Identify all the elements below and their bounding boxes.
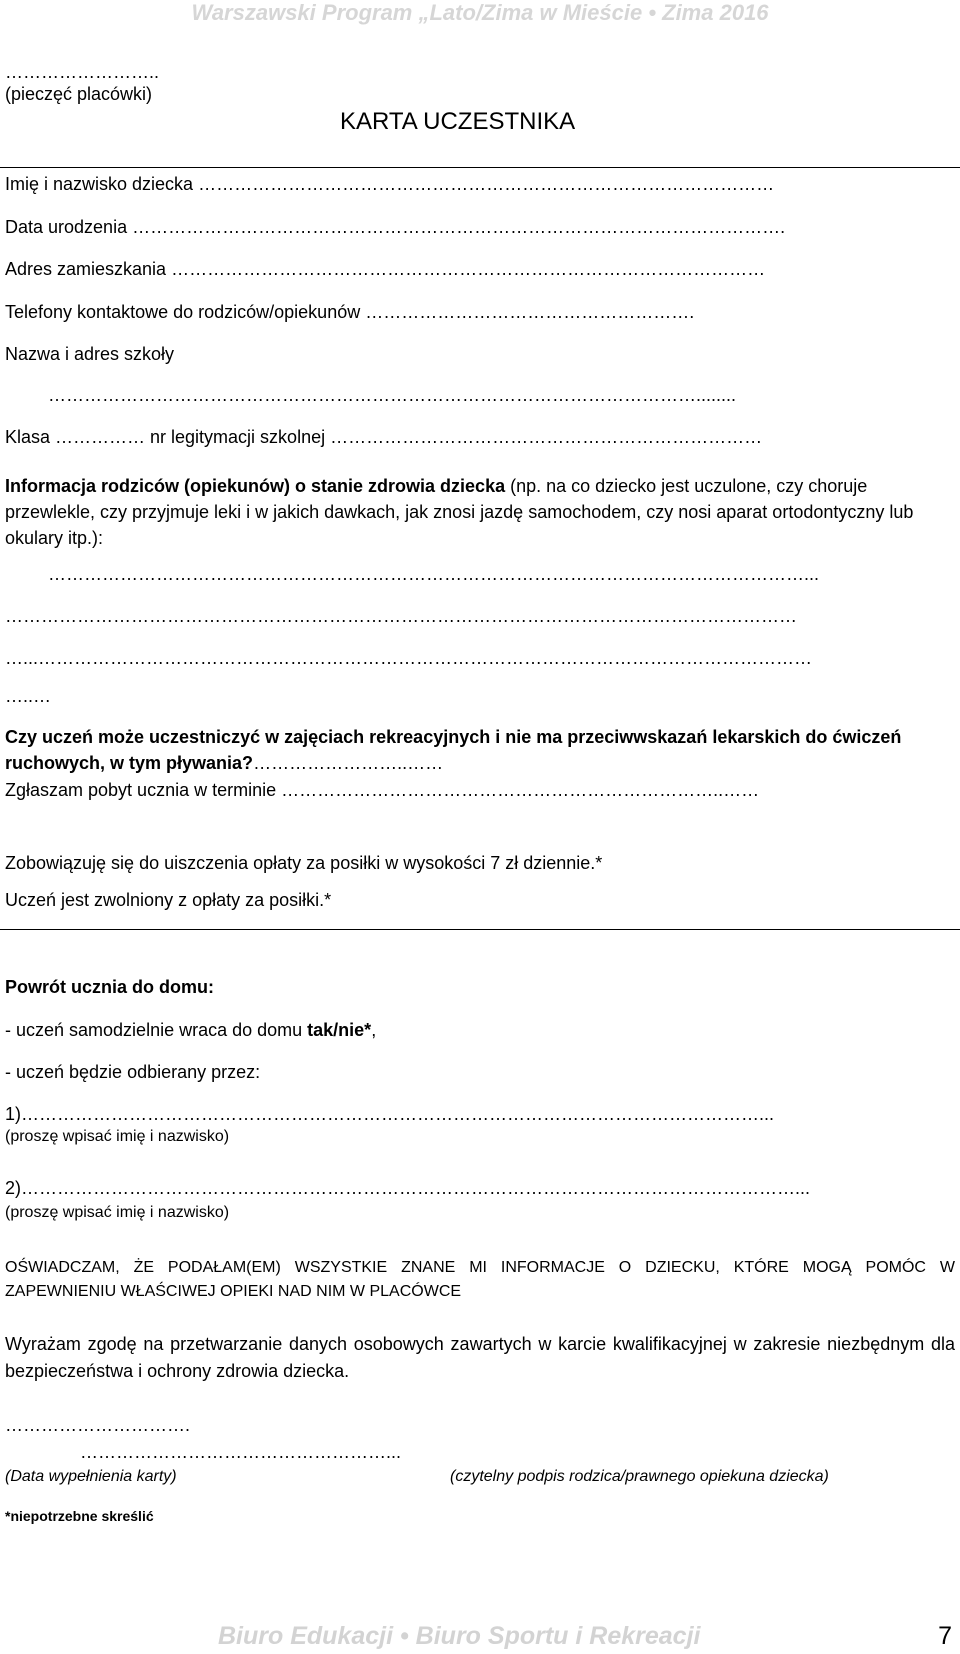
address-field: Adres zamieszkania ………………………………………………………………………………………	[5, 259, 766, 279]
child-name-field: Imię i nazwisko dziecka ……………………………………………………………………………………	[5, 174, 775, 194]
date-label: (Data wypełnienia karty)	[5, 1468, 177, 1485]
consent-statement: Wyrażam zgodę na przetwarzanie danych osobowych zawartych w karcie kwalifikacyjnej w zakresie niezbędnym dla bezpieczeństwa i ochrony zdrowia dziecka.	[5, 1334, 955, 1381]
health-line-2: ……………………………………………………………………………………………………………………	[5, 606, 797, 626]
return-self-text: - uczeń samodzielnie wraca do domu	[5, 1020, 308, 1040]
footnote: *niepotrzebne skreślić	[5, 1508, 154, 1524]
pickup-person-1-hint: (proszę wpisać imię i nazwisko)	[5, 1128, 230, 1145]
stay-period-field: Zgłaszam pobyt ucznia w terminie ………………………………………………………………..……	[5, 780, 760, 800]
meal-fee-statement: Zobowiązuję się do uiszczenia opłaty za posiłki w wysokości 7 zł dziennie.*	[5, 853, 603, 873]
footer-text: Biuro Edukacji • Biuro Sportu i Rekreacji	[218, 1622, 701, 1650]
divider-top	[0, 167, 960, 168]
activities-dots: ……………………..……	[253, 753, 444, 773]
return-self-choice: tak/nie*	[307, 1020, 372, 1040]
school-dots: ………………………………………………………………………………………………........	[48, 385, 737, 405]
return-self-option	[5, 1020, 376, 1041]
pickup-person-2: 2)…………………………………………………………………………………………………………………...	[5, 1178, 811, 1198]
divider-middle	[0, 929, 960, 930]
stamp-label: (pieczęć placówki)	[5, 84, 153, 104]
program-header: Warszawski Program „Lato/Zima w Mieście • Zima 2016	[191, 0, 769, 25]
health-info	[5, 473, 955, 551]
signature-dots: ……………………………………………...	[80, 1442, 402, 1462]
signature-label: (czytelny podpis rodzica/prawnego opiekuna dziecka)	[450, 1468, 829, 1485]
health-line-1: ………………………………………………………………………………………………………………...	[48, 564, 820, 584]
activities-question-text: Czy uczeń może uczestniczyć w zajęciach rekreacyjnych i nie ma przeciwwskazań lekarskich do ćwiczeń ruchowych, w tym pływania?	[5, 727, 902, 773]
date-dots: ………………………….	[5, 1415, 191, 1435]
page-title: KARTA UCZESTNIKA	[340, 108, 576, 135]
stamp-dots: ……………………..	[5, 62, 160, 82]
return-self-suffix: ,	[371, 1020, 377, 1040]
date-label-text: Data wypełnienia karty)	[10, 1468, 177, 1485]
birth-date-field: Data urodzenia ……………………………………………………………………………………………….	[5, 217, 786, 237]
pickup-label: - uczeń będzie odbierany przez:	[5, 1062, 261, 1082]
declaration-statement: OŚWIADCZAM, ŻE PODAŁAM(EM) WSZYSTKIE ZNANE MI INFORMACJE O DZIECKU, KTÓRE MOGĄ POMÓC W ZAPEWNIENIU WŁAŚCIWEJ OPIEKI NAD NIM W PLACÓWCE	[5, 1259, 955, 1300]
health-info-text: (np. na co dziecko jest uczulone, czy choruje przewlekle, czy przyjmuje leki i w jakich dawkach, jak znosi jazdę samochodem, czy nosi aparat ortodontyczny lub okulary itp.):	[5, 476, 914, 548]
activities-question	[5, 724, 955, 776]
return-home-title: Powrót ucznia do domu:	[5, 977, 214, 997]
pickup-person-2-hint: (proszę wpisać imię i nazwisko)	[5, 1204, 230, 1221]
class-field: Klasa …………… nr legitymacji szkolnej ………………………………………………………………	[5, 427, 763, 447]
page-number: 7	[938, 1622, 952, 1650]
health-line-4: …..…	[5, 686, 52, 706]
pickup-person-1: 1)……………………………………………………………………………………………………………...	[5, 1104, 775, 1124]
meal-exempt-statement: Uczeń jest zwolniony z opłaty za posiłki.*	[5, 890, 332, 910]
parents-phone-field: Telefony kontaktowe do rodziców/opiekunów ……………………………………………….	[5, 302, 695, 322]
health-info-bold: Informacja rodziców (opiekunów) o stanie zdrowia dziecka	[5, 476, 506, 496]
health-line-3: …...…………………………………………………………………………………………………………………	[5, 648, 813, 668]
school-label: Nazwa i adres szkoły	[5, 344, 175, 364]
